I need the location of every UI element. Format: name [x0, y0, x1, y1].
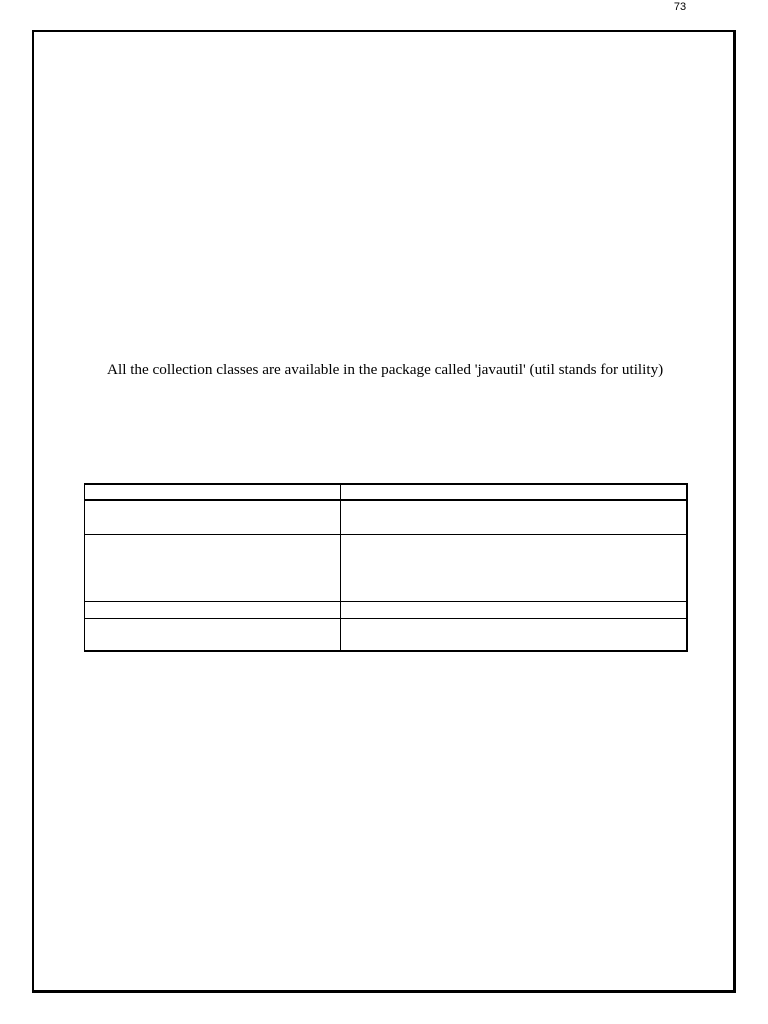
collection-table: [84, 483, 688, 652]
page-number: 73: [673, 1, 687, 13]
table-row: [85, 601, 688, 618]
table-header-cell: [341, 484, 687, 500]
table-row: [85, 618, 688, 651]
table-cell: [85, 601, 341, 618]
table-row: [85, 534, 688, 601]
table-cell: [85, 534, 341, 601]
table-cell: [341, 601, 687, 618]
table-cell: [85, 500, 341, 534]
table-cell: [341, 534, 687, 601]
body-paragraph: All the collection classes are available in the package called 'javautil' (util stands for utility): [107, 361, 664, 378]
table-cell: [85, 618, 341, 651]
table-header-cell: [85, 484, 341, 500]
table-cell: [341, 618, 687, 651]
table-row: [85, 500, 688, 534]
table-header-row: [85, 484, 688, 500]
table-cell: [341, 500, 687, 534]
